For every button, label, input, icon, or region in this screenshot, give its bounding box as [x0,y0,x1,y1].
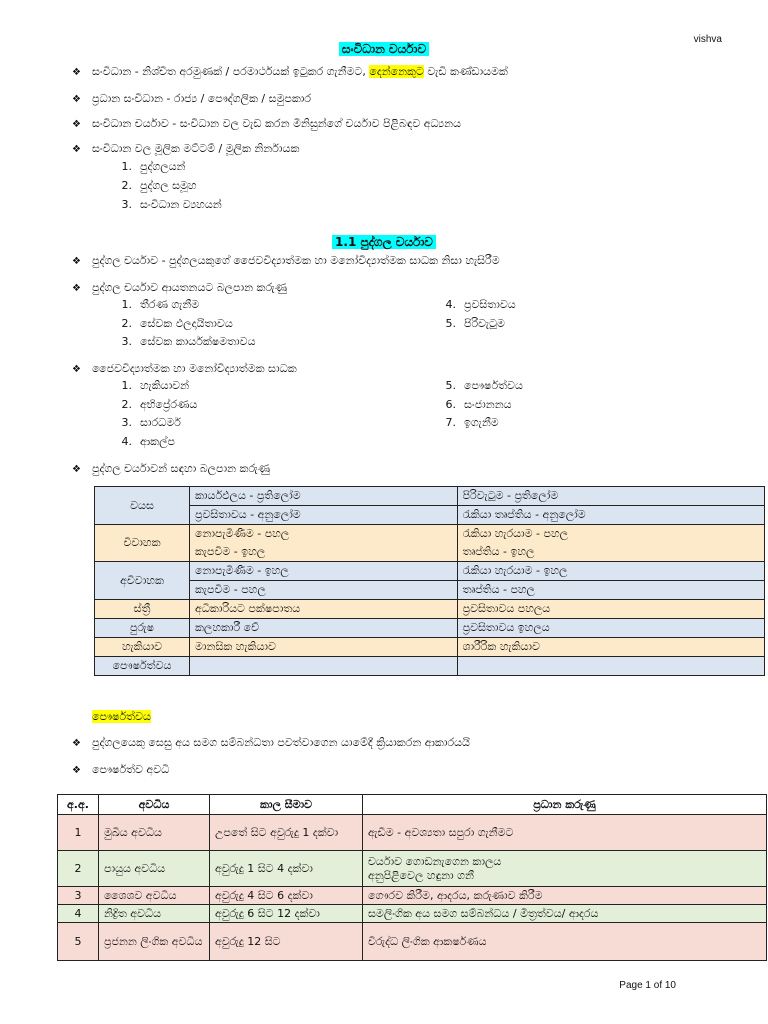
list-item: 2. සේවක ඵලදායිතාවය [121,317,233,330]
bullet-diamond-icon: ❖ [72,283,81,294]
table-cell: මුඛිය අවධිය [99,815,210,851]
list-item: 2. පුද්ගල සමූහ [121,179,197,192]
list-item: 4. ප්‍රවසිතාවය [445,298,516,311]
table-cell: 2 [58,851,99,887]
table-cell: පිරිවැටුම - ප්‍රතිලෝම [457,487,764,506]
bullet-diamond-icon: ❖ [72,765,81,776]
table-cell: ස්ත්‍රී [95,600,190,619]
table-cell: ශෛශව අවධිය [99,887,210,905]
bullet-diamond-icon: ❖ [72,94,81,105]
table-row [95,562,765,581]
bullet-diamond-icon: ❖ [72,119,81,130]
bullet-organization-definition: ❖ සංවිධාන - නිශ්චිත අරමුණක් / පරමාර්ථයක් ඉටුකර ගැනීමට, දෙන්නෙකුට වැඩි කණ්ඩායමක් [72,65,508,78]
bullet-main-organizations: ❖ ප්‍රධාන සංවිධාන - රාජ්‍ය / පෞද්ගලික / සමුපකාර [72,92,312,105]
table-cell: ප්‍රවසිතාවය ඉහලය [457,619,764,638]
column-header: ප්‍රධාන කරුණු [363,795,767,815]
bullet-diamond-icon: ❖ [72,364,81,375]
list-item: 1. පුද්ගලයන් [121,160,186,173]
list-item: 3. සේවක කාර්යක්ෂමතාවය [121,335,256,348]
bullet-individual-behavior-definition: ❖ පුද්ගල චර්යාව - පුද්ගලයකුගේ ජෛවවිද්‍යාත්මක හා මනෝවිද්‍යාත්මක සාධක නිසා හැසිරීම [72,254,500,267]
bullet-diamond-icon: ❖ [72,256,81,267]
table-cell: 4 [58,905,99,923]
table-cell: සමලිංගික අය සමග සම්බන්ධය / මිත්‍රත්වය/ ආදරය [363,905,767,923]
table-row [58,851,767,887]
table-cell: රැකියා තෘප්තිය - අනුලෝම [457,506,764,525]
highlighted-term: දෙන්නෙකුට [369,65,424,78]
column-header: අ.අ. [58,795,99,815]
list-item: 1. හැකියාවන් [121,379,190,392]
table-cell: අවිවාහක [95,562,190,600]
list-item: 5. පෞර්ෂත්වය [445,379,523,392]
table-cell: නොපැමිණීම - ඉහල [190,562,458,581]
list-item: 5. පිරිවැටුම [445,317,505,330]
table-cell: රැකියා හැරයාම - ඉහල [457,562,764,581]
table-cell: 3 [58,887,99,905]
section-title-individual-behavior: 1.1 පුද්ගල චර්යාව [0,235,768,250]
table-cell [190,657,458,676]
table-cell: නිද්‍රිත අවධිය [99,905,210,923]
list-item: 4. ආකල්ප [121,435,175,448]
table-cell [363,851,767,887]
table-cell: නොපැමිණීම - පහල [190,525,458,544]
bullet-influences-on-organization: ❖ පුද්ගල චර්යාව ආයතනයට බලපාන කරුණු [72,281,288,294]
table-row [58,923,767,961]
column-header: කාල සීමාව [210,795,363,815]
bullet-diamond-icon: ❖ [72,144,81,155]
table-row [58,905,767,923]
table-cell: විරුද්ධ ලිංගික ආකර්ෂණය [363,923,767,961]
cell-line: අනුපිළිවෙල හඳුනා ගනී [368,868,474,882]
table-cell: වයස [95,487,190,525]
table-cell: කාර්යඵලය - ප්‍රතිලෝම [190,487,458,506]
list-item: 3. සාරධර්ම [121,416,181,429]
list-item: 3. සංවිධාන ව්‍යහයන් [121,198,222,211]
table-cell: මානසික හැකියාව [190,638,458,657]
table-cell: තෘප්තිය - ඉහල [457,543,764,562]
table-cell: ඇඩීම - අවශ්‍යතා සපුරා ගැනීමට [363,815,767,851]
table-row [95,487,765,506]
column-header: අවධිය [99,795,210,815]
table-cell: අවුරුදු 6 සිට 12 දක්වා [210,905,363,923]
table-row [95,506,765,525]
bullet-factors-table-intro: ❖ පුද්ගල චර්යාවන් සඳහා බලපාන කරුණු [72,462,271,475]
table-cell: ප්‍රවසිතාවය - අනුලෝම [190,506,458,525]
table-cell: ප්‍රජනන ලිංගික අවධිය [99,923,210,961]
page-number: Page 1 of 10 [619,980,676,991]
table-cell: 1 [58,815,99,851]
table-row [95,638,765,657]
table-cell: හැකියාව [95,638,190,657]
table-row [95,600,765,619]
table-row [95,657,765,676]
list-item: 7. ඉගැනීම [445,416,499,429]
bullet-diamond-icon: ❖ [72,464,81,475]
table-cell: කැපවීම - ඉහල [190,543,458,562]
table-cell: පෞර්ෂත්වය [95,657,190,676]
table-cell: කලහකාරී වේ [190,619,458,638]
bullet-basic-levels: ❖ සංවිධාන වල මූලික මට්ටම් / මූලික නිර්නායක [72,142,300,155]
bullet-bio-psych-factors: ❖ ජෛවවිද්‍යාත්මක හා මනෝවිද්‍යාත්මක සාධක [72,362,297,375]
table-cell: පුරුෂ [95,619,190,638]
table-row [58,815,767,851]
bullet-diamond-icon: ❖ [72,738,81,749]
section-title-organizational-behavior: සංවිධාන චර්යාව [0,42,768,57]
table-header-row [58,795,767,815]
table-row [95,581,765,600]
table-cell: අවුරුදු 1 සිට 4 දක්වා [210,851,363,887]
table-row [58,887,767,905]
table-cell: ශාරීරික හැකියාව [457,638,764,657]
bullet-organizational-behavior-definition: ❖ සංවිධාන චර්යාව - සංවිධාන වල වැඩ කරන මිනිසුන්ගේ චර්යාව පිළිබඳව අධ්‍යනය [72,117,461,130]
table-cell: පායුය අවධිය [99,851,210,887]
table-row [95,525,765,544]
personality-stages-table [57,794,767,961]
table-cell: උපතේ සිට අවුරුදු 1 දක්වා [210,815,363,851]
list-item: 6. සංජානනය [445,398,512,411]
table-cell: කැපවීම - පහල [190,581,458,600]
table-row [95,619,765,638]
bullet-personality-stages: ❖ පෞර්ෂත්ව අවධි [72,763,170,776]
author-name: vishva [693,34,722,45]
table-cell: විවාහක [95,525,190,562]
bullet-personality-definition: ❖ පුද්ගලයෙකු සෙසු අය සමග සම්බන්ධතා පවත්වාගෙන යාමේදී ක්‍රියාකරන ආකාරයයි [72,736,470,749]
section-title-personality: පෞර්ෂත්වය [92,710,151,723]
cell-line: චර්යාව ගොඩනැගෙන කාලය [368,854,502,868]
table-cell: ගෞරව කිරීම, ආදරය, කරුණාව කිරීම [363,887,767,905]
table-cell: ප්‍රවසිතාවය පහලය [457,600,764,619]
table-cell: අවුරුදු 12 සිට [210,923,363,961]
list-item: 2. අභිප්‍රේරණය [121,398,198,411]
factors-table [94,486,765,676]
table-cell: රැකියා හැරයාම - පහල [457,525,764,544]
table-row [95,543,765,562]
table-cell: අධිකාරියට පක්ෂපාතය [190,600,458,619]
table-cell: 5 [58,923,99,961]
bullet-diamond-icon: ❖ [72,67,81,78]
table-cell [457,657,764,676]
list-item: 1. තීරණ ගැනීම [121,298,200,311]
table-cell: තෘප්තිය - පහල [457,581,764,600]
table-cell: අවුරුදු 4 සිට 6 දක්වා [210,887,363,905]
